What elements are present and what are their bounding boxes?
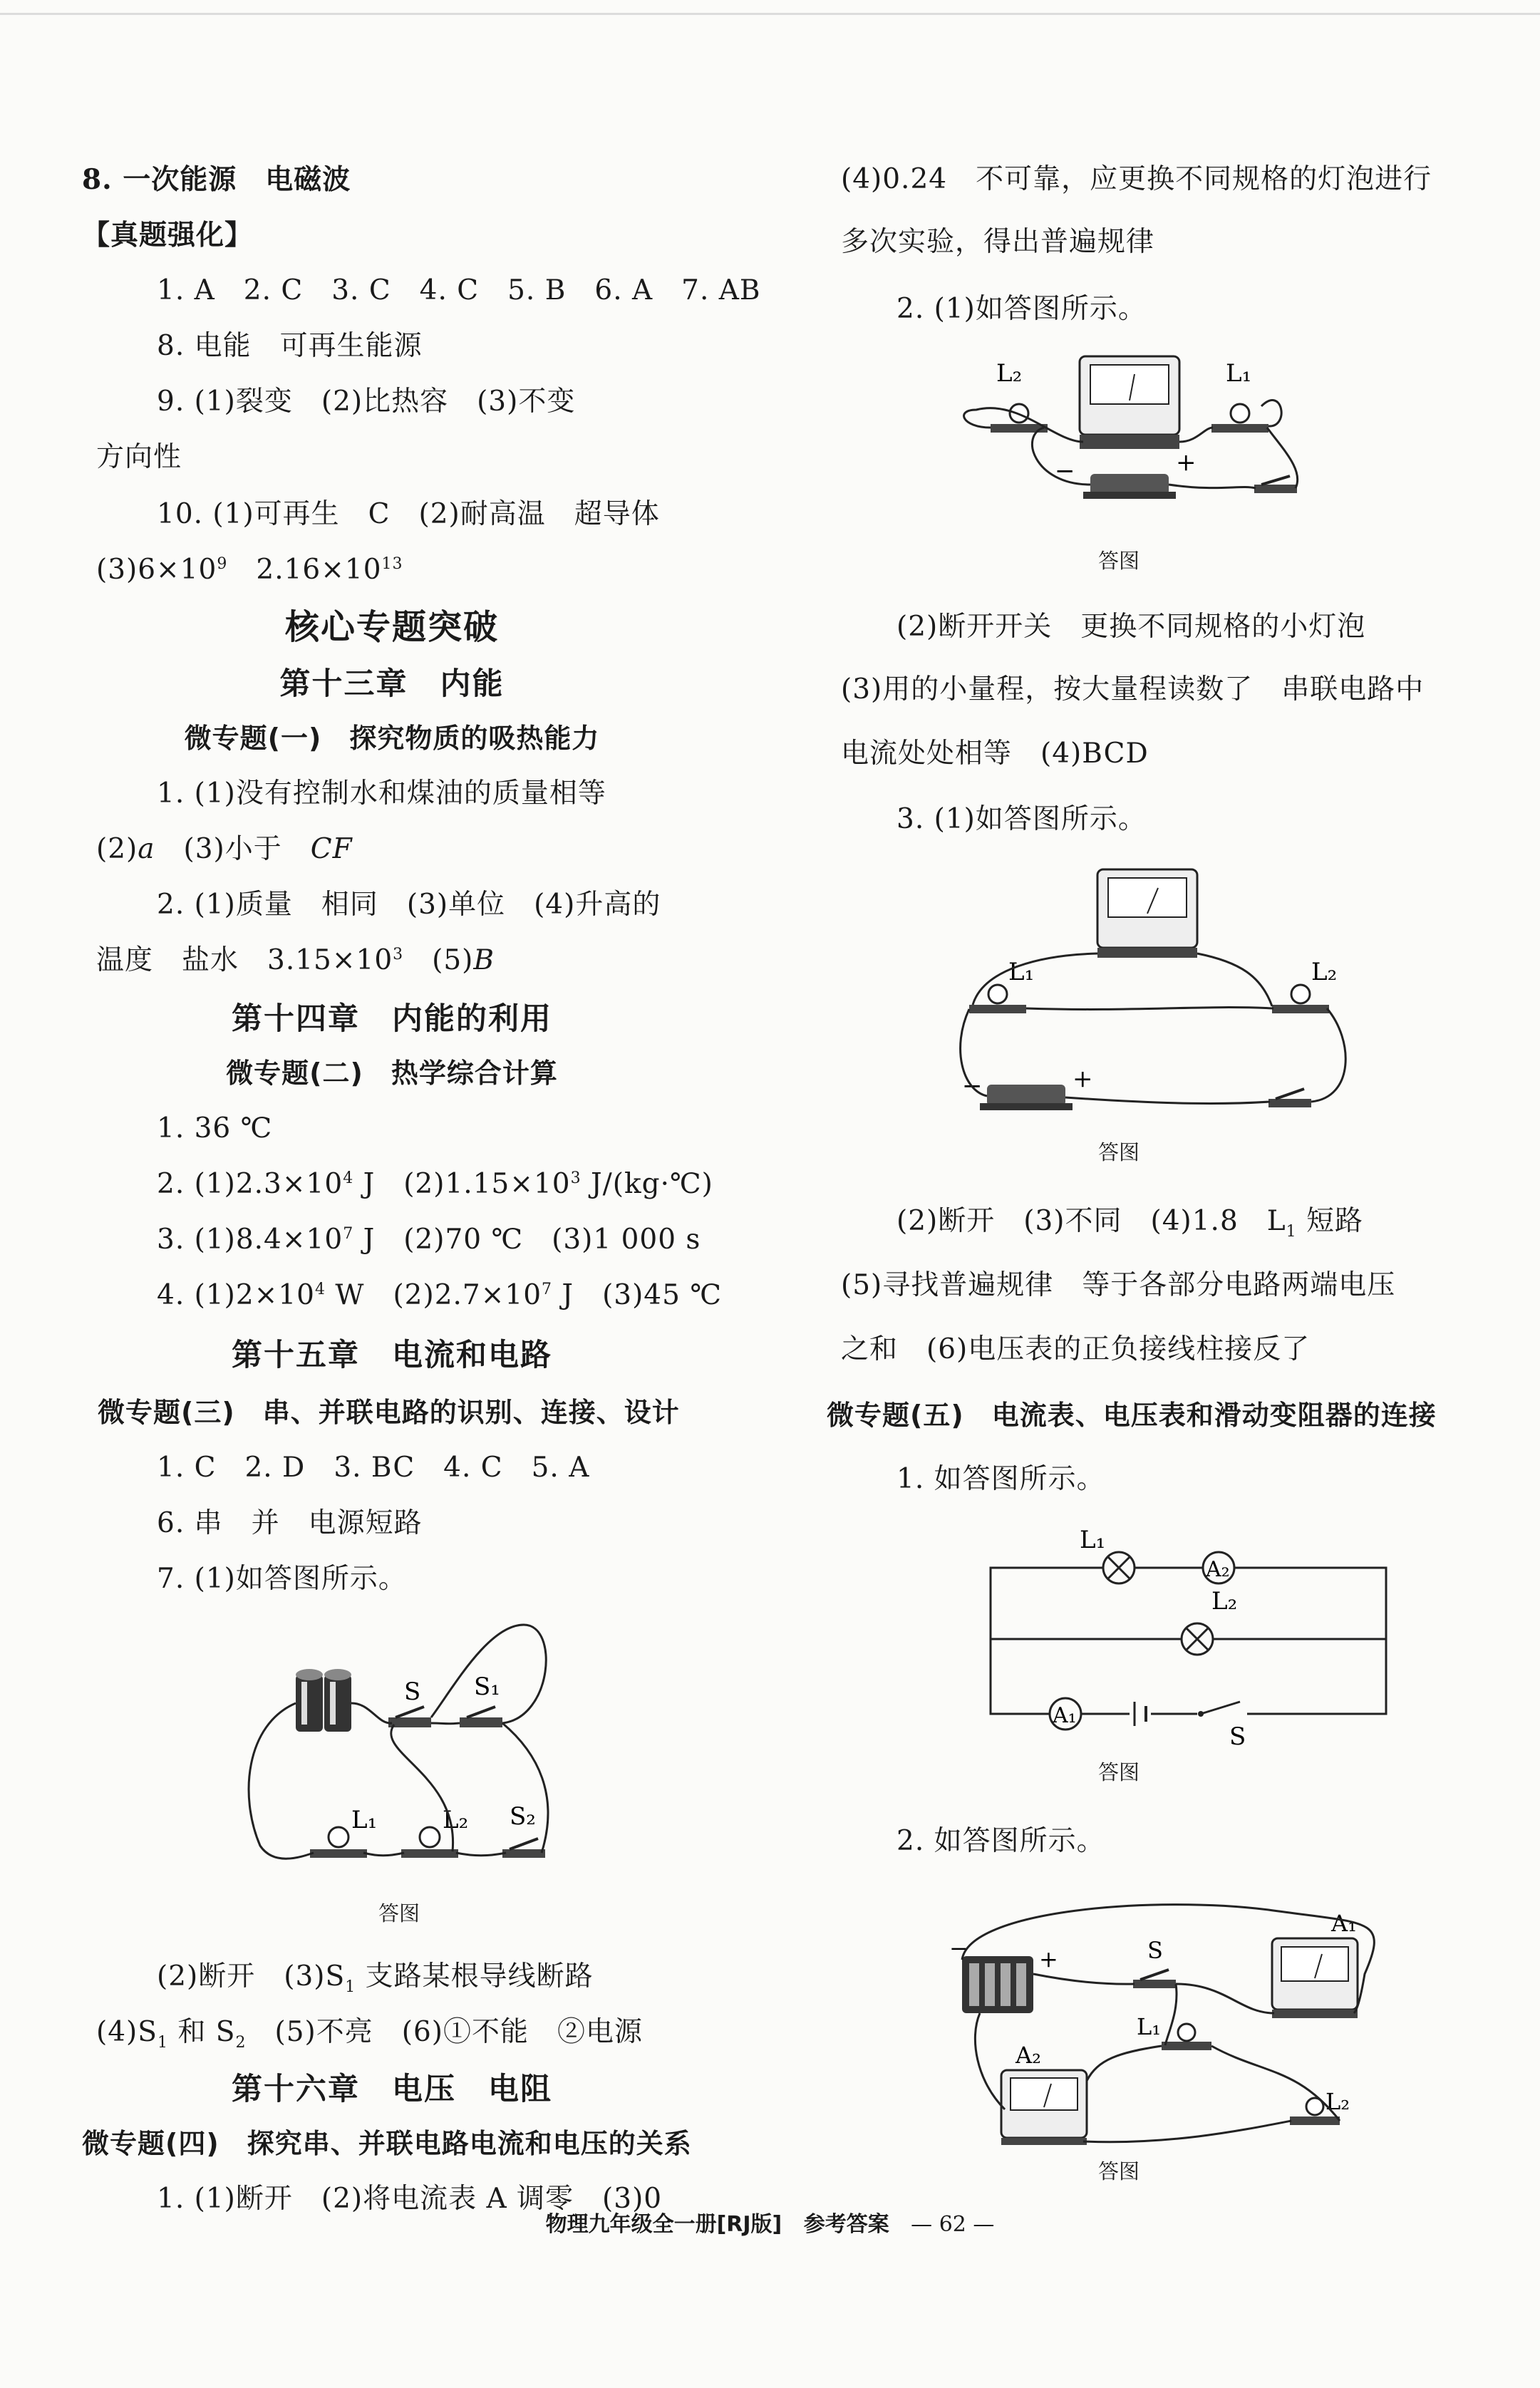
answer-line: 1. 如答图所示。 (896, 1463, 1105, 1495)
label-s2: S₂ (510, 1802, 536, 1831)
ammeter-a1-icon (1272, 1938, 1358, 2018)
answer-line: 多次实验，得出普遍规律 (841, 226, 1155, 258)
answer-line: (2)断开开关 更换不同规格的小灯泡 (896, 611, 1366, 643)
answer-line: 方向性 (96, 441, 182, 473)
voltmeter-icon (1097, 869, 1197, 958)
answer-line: 1. 36 ℃ (157, 1112, 273, 1144)
chapter-title-15: 第十五章 电流和电路 (232, 1338, 552, 1373)
switch-s1-icon (460, 1707, 502, 1727)
battery-icon (296, 1669, 351, 1732)
section-label-real-exam: 【真题强化】 (82, 219, 254, 252)
circuit-figure-voltmeter (955, 862, 1425, 1133)
figure-caption: 答图 (378, 1901, 420, 1926)
answer-line: 2. $(1)2.3\times 10^4$ J $(2)1.15\times 10^3$ J/(kg·℃) (157, 1168, 713, 1200)
svg-text:A₂: A₂ (1206, 1557, 1230, 1582)
bulb-l2-icon (1272, 985, 1329, 1013)
answer-line: 10. (1)可再生 C (2)耐高温 超导体 (157, 498, 660, 530)
answer-line: 1. A 2. C 3. C 4. C 5. B 6. A 7. AB (157, 274, 761, 306)
bulb-l1-icon (969, 985, 1026, 1013)
battery-symbol-icon (1130, 1700, 1151, 1728)
answer-line: (5)寻找普遍规律 等于各部分电路两端电压 (841, 1269, 1396, 1301)
label-minus: − (949, 1935, 968, 1962)
answer-line: 3. (1)如答图所示。 (896, 803, 1147, 835)
circuit-figure-series-parallel (217, 1611, 659, 1881)
answer-line: 8. 一次能源 电磁波 (82, 163, 351, 196)
bulb-l1-icon (1162, 2024, 1211, 2050)
label-l1: L₁ (1226, 359, 1252, 388)
answer-line: (2)断开 (3)不同 (4)1.8 $L_1$ 短路 (896, 1205, 1364, 1241)
top-border (0, 13, 1540, 15)
lamp-l2-icon (1182, 1623, 1213, 1655)
label-l2: L₂ (1325, 2088, 1350, 2115)
page-number: — 62 — (911, 2212, 995, 2237)
topic-title-1: 微专题(一) 探究物质的吸热能力 (184, 723, 600, 754)
answer-line: 1. (1)断开 (2)将电流表 A 调零 (3)0 (157, 2183, 663, 2215)
ammeter-a2-icon (1203, 1552, 1234, 1583)
answer-line: 2. 如答图所示。 (896, 1825, 1105, 1857)
ammeter-a2-icon (1001, 2070, 1087, 2145)
switch-s-icon (1133, 1970, 1176, 1988)
label-l2: L₂ (1211, 1587, 1238, 1616)
footer-book-title: 物理九年级全一册[RJ版] (545, 2212, 782, 2237)
label-a1: A₁ (1331, 1910, 1357, 1937)
topic-title-5: 微专题(五) 电流表、电压表和滑动变阻器的连接 (827, 1400, 1437, 1431)
lamp-l1-icon (1103, 1552, 1135, 1583)
battery-icon (1083, 474, 1176, 499)
answer-line: 1. (1)没有控制水和煤油的质量相等 (157, 777, 606, 810)
footer-section: 参考答案 (803, 2212, 889, 2237)
label-l2: L₂ (996, 359, 1023, 388)
circuit-figure-two-ammeters (941, 1896, 1440, 2152)
svg-text:A₁: A₁ (1053, 1703, 1077, 1728)
label-l2: L₂ (443, 1806, 469, 1834)
figure-caption: 答图 (1097, 1760, 1140, 1784)
ammeter-icon (1080, 356, 1179, 449)
answer-line: 4. $(1)2\times 10^4$ W $(2)2.7\times 10^7$ J (3)45 ℃ (157, 1279, 722, 1311)
label-minus: − (1055, 457, 1075, 485)
label-l1: L₁ (1137, 2013, 1162, 2040)
answer-line: $(4)S_1$ 和 $S_2$ (5)不亮 (6)①不能 ②电源 (96, 2016, 643, 2052)
label-l2: L₂ (1311, 958, 1338, 986)
answer-line: 温度 盐水 $3.15\times 10^3$ (5)B (96, 944, 495, 976)
answer-line: 2. (1)质量 相同 (3)单位 (4)升高的 (157, 889, 661, 921)
label-s: S (1229, 1722, 1246, 1751)
switch-s2-icon (502, 1839, 545, 1858)
battery-pack-icon (962, 1956, 1033, 2013)
answer-line: 6. 串 并 电源短路 (157, 1507, 423, 1539)
answer-line: 7. (1)如答图所示。 (157, 1563, 407, 1595)
answer-line: (2)a (3)小于 CF (96, 833, 353, 865)
topic-title-2: 微专题(二) 热学综合计算 (226, 1058, 558, 1089)
switch-symbol-icon (1197, 1700, 1247, 1721)
switch-icon (1254, 476, 1297, 493)
bulb-l1-icon (1211, 404, 1268, 433)
ammeter-a1-icon (1050, 1698, 1081, 1730)
circuit-figure-ammeter-series (948, 342, 1432, 534)
topic-title-4: 微专题(四) 探究串、并联电路电流和电压的关系 (82, 2128, 692, 2159)
label-plus: + (1073, 1065, 1093, 1093)
topic-title-3: 微专题(三) 串、并联电路的识别、连接、设计 (98, 1397, 680, 1428)
label-plus: + (1039, 1945, 1058, 1973)
chapter-title-13: 第十三章 内能 (279, 666, 505, 702)
label-s: S (404, 1678, 421, 1706)
battery-icon (980, 1085, 1073, 1110)
chapter-title-16: 第十六章 电压 电阻 (232, 2072, 552, 2107)
circuit-schematic (976, 1518, 1404, 1753)
label-l1: L₁ (1080, 1526, 1106, 1554)
switch-icon (1268, 1089, 1311, 1107)
label-s: S (1147, 1937, 1163, 1964)
label-a2: A₂ (1016, 2042, 1041, 2069)
figure-caption: 答图 (1097, 2159, 1140, 2183)
section-title-core: 核心专题突破 (284, 607, 499, 647)
switch-s-icon (388, 1707, 431, 1727)
label-l1: L₁ (1008, 958, 1035, 986)
label-minus: − (962, 1072, 983, 1100)
chapter-title-14: 第十四章 内能的利用 (232, 1001, 552, 1037)
answer-line: 9. (1)裂变 (2)比热容 (3)不变 (157, 386, 576, 418)
label-l1: L₁ (351, 1806, 378, 1834)
answer-line: $(3)6\times 10^9$ $2.16\times 10^{13}$ (96, 554, 403, 586)
answer-line: 8. 电能 可再生能源 (157, 330, 423, 362)
answer-line: 2. (1)如答图所示。 (896, 293, 1147, 325)
answer-line: 3. $(1)8.4\times 10^7$ J (2)70 ℃ (3)1 000 s (157, 1224, 701, 1256)
page-footer (0, 2211, 1540, 2238)
answer-line: (2)断开 $(3)S_1$ 支路某根导线断路 (157, 1960, 594, 1996)
figure-caption: 答图 (1097, 1140, 1140, 1164)
answer-line: (3)用的小量程，按大量程读数了 串联电路中 (841, 673, 1425, 705)
answer-line: 之和 (6)电压表的正负接线柱接反了 (841, 1333, 1311, 1365)
label-s1: S₁ (474, 1673, 500, 1701)
figure-caption: 答图 (1097, 549, 1140, 573)
answer-line: (4)0.24 不可靠，应更换不同规格的灯泡进行 (841, 163, 1432, 195)
label-plus: + (1176, 448, 1197, 477)
answer-line: 1. C 2. D 3. BC 4. C 5. A (157, 1452, 590, 1484)
answer-line: 电流处处相等 (4)BCD (841, 738, 1149, 770)
